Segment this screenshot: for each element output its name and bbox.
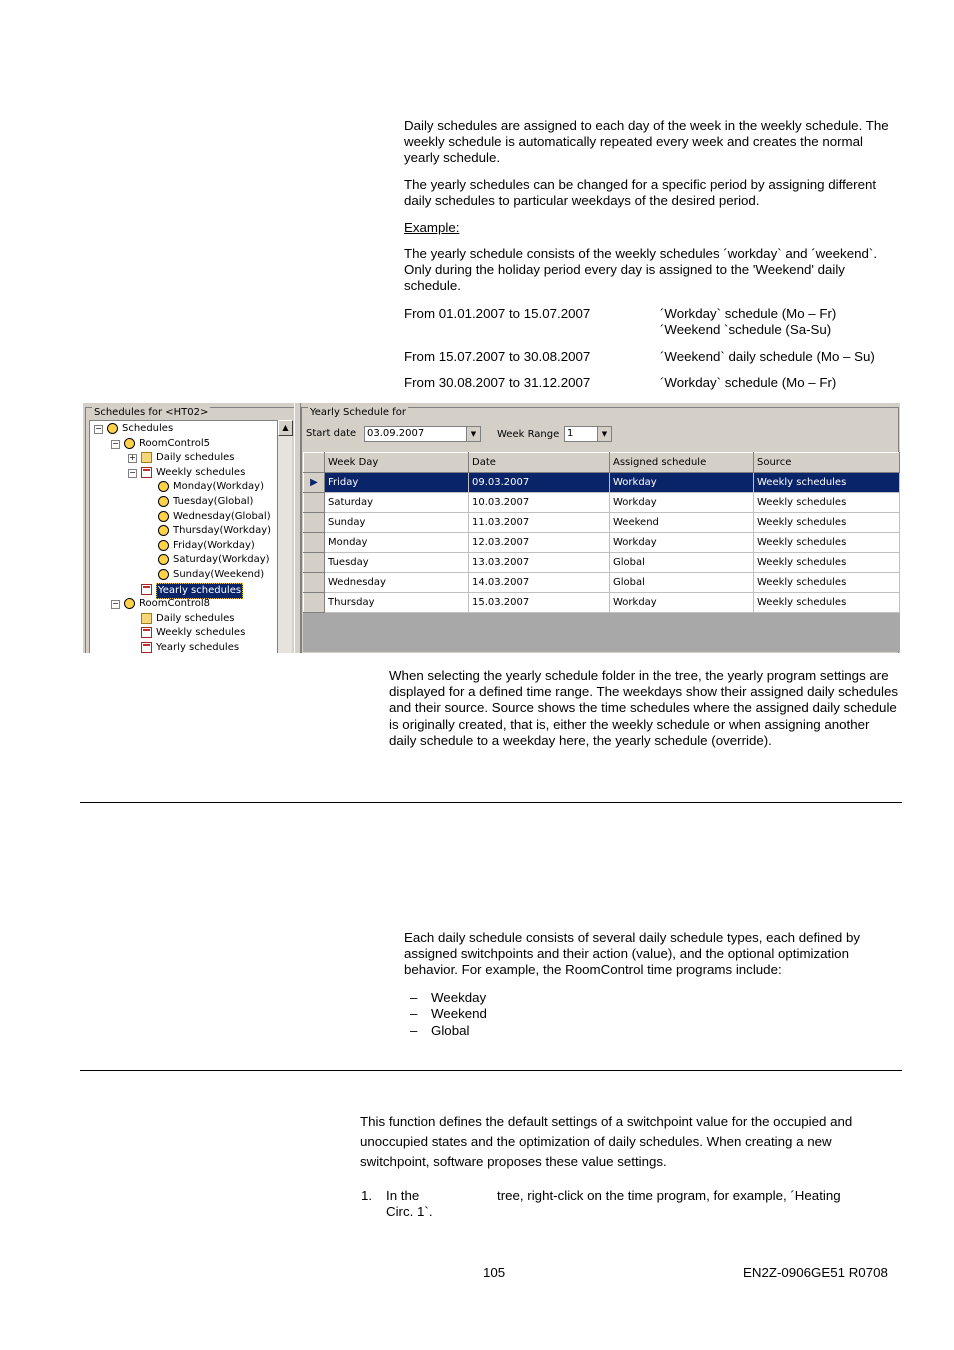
cell-week-day[interactable]: Sunday — [325, 513, 469, 533]
yearly-schedule-screenshot — [83, 403, 900, 653]
tree-item-label: Weekly schedules — [156, 466, 246, 478]
page-number: 105 — [483, 1265, 506, 1280]
cell-source[interactable]: Weekly schedules — [754, 593, 900, 613]
clock-icon — [158, 569, 169, 580]
tree-item-label: Schedules — [122, 423, 174, 434]
period-schedule: ´Weekend `schedule (Sa-Su) — [660, 322, 832, 337]
clock-icon — [107, 423, 118, 434]
schedule-icon — [141, 642, 152, 653]
cell-date[interactable]: 09.03.2007 — [469, 473, 610, 493]
step-text-c: Circ. 1`. — [386, 1204, 433, 1219]
cell-assigned-schedule[interactable]: Global — [610, 553, 754, 573]
clock-icon — [158, 525, 169, 536]
cell-date[interactable]: 13.03.2007 — [469, 553, 610, 573]
splitter[interactable] — [294, 403, 301, 653]
tree-item-label: Yearly schedules — [156, 642, 240, 653]
default-paragraph: This function defines the default settings of a switchpoint value for the occupied and unoccupied states and the optimization of daily schedules. When creating a new switchpoint, software proposes these value settings. — [360, 1114, 853, 1169]
week-range-value: 1 — [567, 428, 574, 439]
table-row[interactable] — [304, 493, 900, 513]
start-date-label: Start date — [306, 428, 357, 439]
clock-icon — [158, 540, 169, 551]
collapse-icon[interactable]: − — [112, 438, 119, 448]
tree-item-label: RoomControl8 — [139, 598, 210, 610]
start-date-combo[interactable] — [364, 426, 481, 442]
period-range: From 15.07.2007 to 30.08.2007 — [404, 349, 591, 364]
table-row[interactable] — [304, 593, 900, 613]
cell-date[interactable]: 14.03.2007 — [469, 573, 610, 593]
yearly-group-title: Yearly Schedule for — [310, 407, 406, 418]
cell-assigned-schedule[interactable]: Workday — [610, 533, 754, 553]
tree-item-label: Daily schedules — [156, 612, 235, 624]
cell-week-day[interactable]: Thursday — [325, 593, 469, 613]
cell-source[interactable]: Weekly schedules — [754, 493, 900, 513]
tree-item-label: RoomControl5 — [139, 437, 210, 449]
row-header-corner — [304, 453, 325, 473]
tree-item-label: Sunday(Weekend) — [173, 569, 265, 580]
current-row-indicator-icon[interactable]: ▶ — [304, 473, 325, 493]
dropdown-arrow-icon[interactable]: ▼ — [597, 427, 611, 441]
yearly-schedule-group — [301, 407, 899, 653]
tree-item-label: Weekly schedules — [156, 627, 246, 639]
cell-date[interactable]: 11.03.2007 — [469, 513, 610, 533]
yearly-description: When selecting the yearly schedule folder in the tree, the yearly program settings are displayed for a defined time range. The weekdays show their assigned daily schedules and their source. Source shows the time schedules where the assigned daily schedule is originally created, that is, either the weekly schedule or when assigning another daily schedule to a weekday here, the yearly schedule (override). — [389, 668, 899, 748]
cell-week-day[interactable]: Saturday — [325, 493, 469, 513]
example-label: Example: — [404, 220, 460, 235]
period-range: From 30.08.2007 to 31.12.2007 — [404, 375, 591, 390]
yearly-schedule-grid[interactable] — [303, 452, 900, 613]
schedule-icon — [141, 627, 152, 638]
cell-assigned-schedule[interactable]: Weekend — [610, 513, 754, 533]
dropdown-arrow-icon[interactable]: ▼ — [466, 427, 480, 441]
clock-icon — [158, 511, 169, 522]
list-item: Weekend — [431, 1006, 487, 1021]
schedule-icon — [141, 467, 152, 478]
grid-header-row — [304, 453, 900, 473]
cell-assigned-schedule[interactable]: Workday — [610, 493, 754, 513]
cell-date[interactable]: 10.03.2007 — [469, 493, 610, 513]
cell-assigned-schedule[interactable]: Workday — [610, 593, 754, 613]
collapse-icon[interactable]: − — [112, 599, 119, 609]
collapse-icon[interactable]: − — [129, 467, 136, 477]
cell-date[interactable]: 15.03.2007 — [469, 593, 610, 613]
clock-icon — [158, 554, 169, 565]
intro-paragraph-3: The yearly schedule consists of the weekly schedules ´workday` and ´weekend`. Only during the holiday period every day is assigned to the 'Weekend' daily schedule. — [404, 246, 878, 294]
table-row[interactable] — [304, 473, 900, 493]
row-header[interactable] — [304, 553, 325, 573]
cell-week-day[interactable]: Monday — [325, 533, 469, 553]
folder-icon — [141, 613, 152, 624]
schedules-tree[interactable] — [89, 420, 278, 653]
start-date-value: 03.09.2007 — [367, 428, 425, 439]
row-header[interactable] — [304, 493, 325, 513]
tree-scrollbar[interactable] — [277, 420, 292, 653]
tree-item-label: Friday(Workday) — [173, 539, 255, 551]
cell-source[interactable]: Weekly schedules — [754, 533, 900, 553]
row-header[interactable] — [304, 593, 325, 613]
cell-assigned-schedule[interactable]: Global — [610, 573, 754, 593]
collapse-icon[interactable]: − — [95, 424, 102, 433]
cell-source[interactable]: Weekly schedules — [754, 573, 900, 593]
column-header-source[interactable]: Source — [754, 453, 900, 473]
column-header-date[interactable]: Date — [469, 453, 610, 473]
expand-icon[interactable]: + — [129, 453, 136, 463]
cell-date[interactable]: 12.03.2007 — [469, 533, 610, 553]
section-divider — [80, 802, 902, 803]
period-range: From 01.01.2007 to 15.07.2007 — [404, 306, 591, 321]
tree-item-label: Yearly schedules — [156, 583, 243, 599]
row-header[interactable] — [304, 533, 325, 553]
scroll-up-icon[interactable]: ▲ — [278, 420, 293, 436]
cell-week-day[interactable]: Tuesday — [325, 553, 469, 573]
clock-icon — [124, 438, 135, 449]
week-range-label: Week Range — [497, 429, 560, 440]
column-header-week-day[interactable]: Week Day — [325, 453, 469, 473]
list-dash: – — [410, 1006, 418, 1021]
row-header[interactable] — [304, 573, 325, 593]
section-divider — [80, 1070, 902, 1071]
clock-icon — [158, 496, 169, 507]
cell-week-day[interactable]: Friday — [325, 473, 469, 493]
tree-item-label: Daily schedules — [156, 452, 235, 464]
cell-source[interactable]: Weekly schedules — [754, 513, 900, 533]
schedules-tree-group — [85, 407, 295, 653]
clock-icon — [124, 598, 135, 609]
document-code: EN2Z-0906GE51 R0708 — [743, 1265, 888, 1280]
step-text-a: In the — [386, 1188, 420, 1203]
step-number: 1. — [361, 1188, 373, 1203]
table-row[interactable] — [304, 533, 900, 553]
list-dash: – — [410, 990, 418, 1005]
row-header[interactable] — [304, 513, 325, 533]
clock-icon — [158, 481, 169, 492]
table-row[interactable] — [304, 513, 900, 533]
period-schedule: ´Workday` schedule (Mo – Fr) — [660, 306, 837, 321]
list-item: Weekday — [431, 990, 487, 1005]
period-schedule: ´Weekend` daily schedule (Mo – Su) — [660, 349, 875, 364]
period-schedule: ´Workday` schedule (Mo – Fr) — [660, 375, 837, 390]
intro-paragraph-1: Daily schedules are assigned to each day of the week in the weekly schedule. The weekly schedule is automatically repeated every week and creates the normal yearly schedule. — [404, 118, 889, 166]
cell-source[interactable]: Weekly schedules — [754, 553, 900, 573]
folder-icon — [141, 452, 152, 463]
step-text-b: tree, right-click on the time program, for example, ´Heating — [497, 1188, 841, 1203]
tree-item-label: Wednesday(Global) — [173, 510, 271, 522]
schedule-icon — [141, 584, 152, 595]
cell-source[interactable]: Weekly schedules — [754, 473, 900, 493]
intro-paragraph-2: The yearly schedules can be changed for a specific period by assigning different daily schedules to particular weekdays of the desired period. — [404, 177, 877, 209]
tree-group-title: Schedules for <HT02> — [94, 407, 209, 418]
cell-week-day[interactable]: Wednesday — [325, 573, 469, 593]
daily-paragraph: Each daily schedule consists of several daily schedule types, each defined by assigned switchpoints and their action (value), and the optional optimization behavior. For example, the RoomControl time programs include: — [404, 930, 861, 978]
list-dash: – — [410, 1023, 418, 1038]
cell-assigned-schedule[interactable]: Workday — [610, 473, 754, 493]
week-range-combo[interactable] — [564, 426, 612, 442]
tree-item-label: Monday(Workday) — [173, 481, 264, 493]
table-row[interactable] — [304, 573, 900, 593]
table-row[interactable] — [304, 553, 900, 573]
column-header-assigned-schedule[interactable]: Assigned schedule — [610, 453, 754, 473]
tree-item-label: Thursday(Workday) — [173, 525, 272, 537]
tree-item-label: Saturday(Workday) — [173, 554, 270, 566]
tree-item-label: Tuesday(Global) — [173, 496, 254, 507]
list-item: Global — [431, 1023, 470, 1038]
